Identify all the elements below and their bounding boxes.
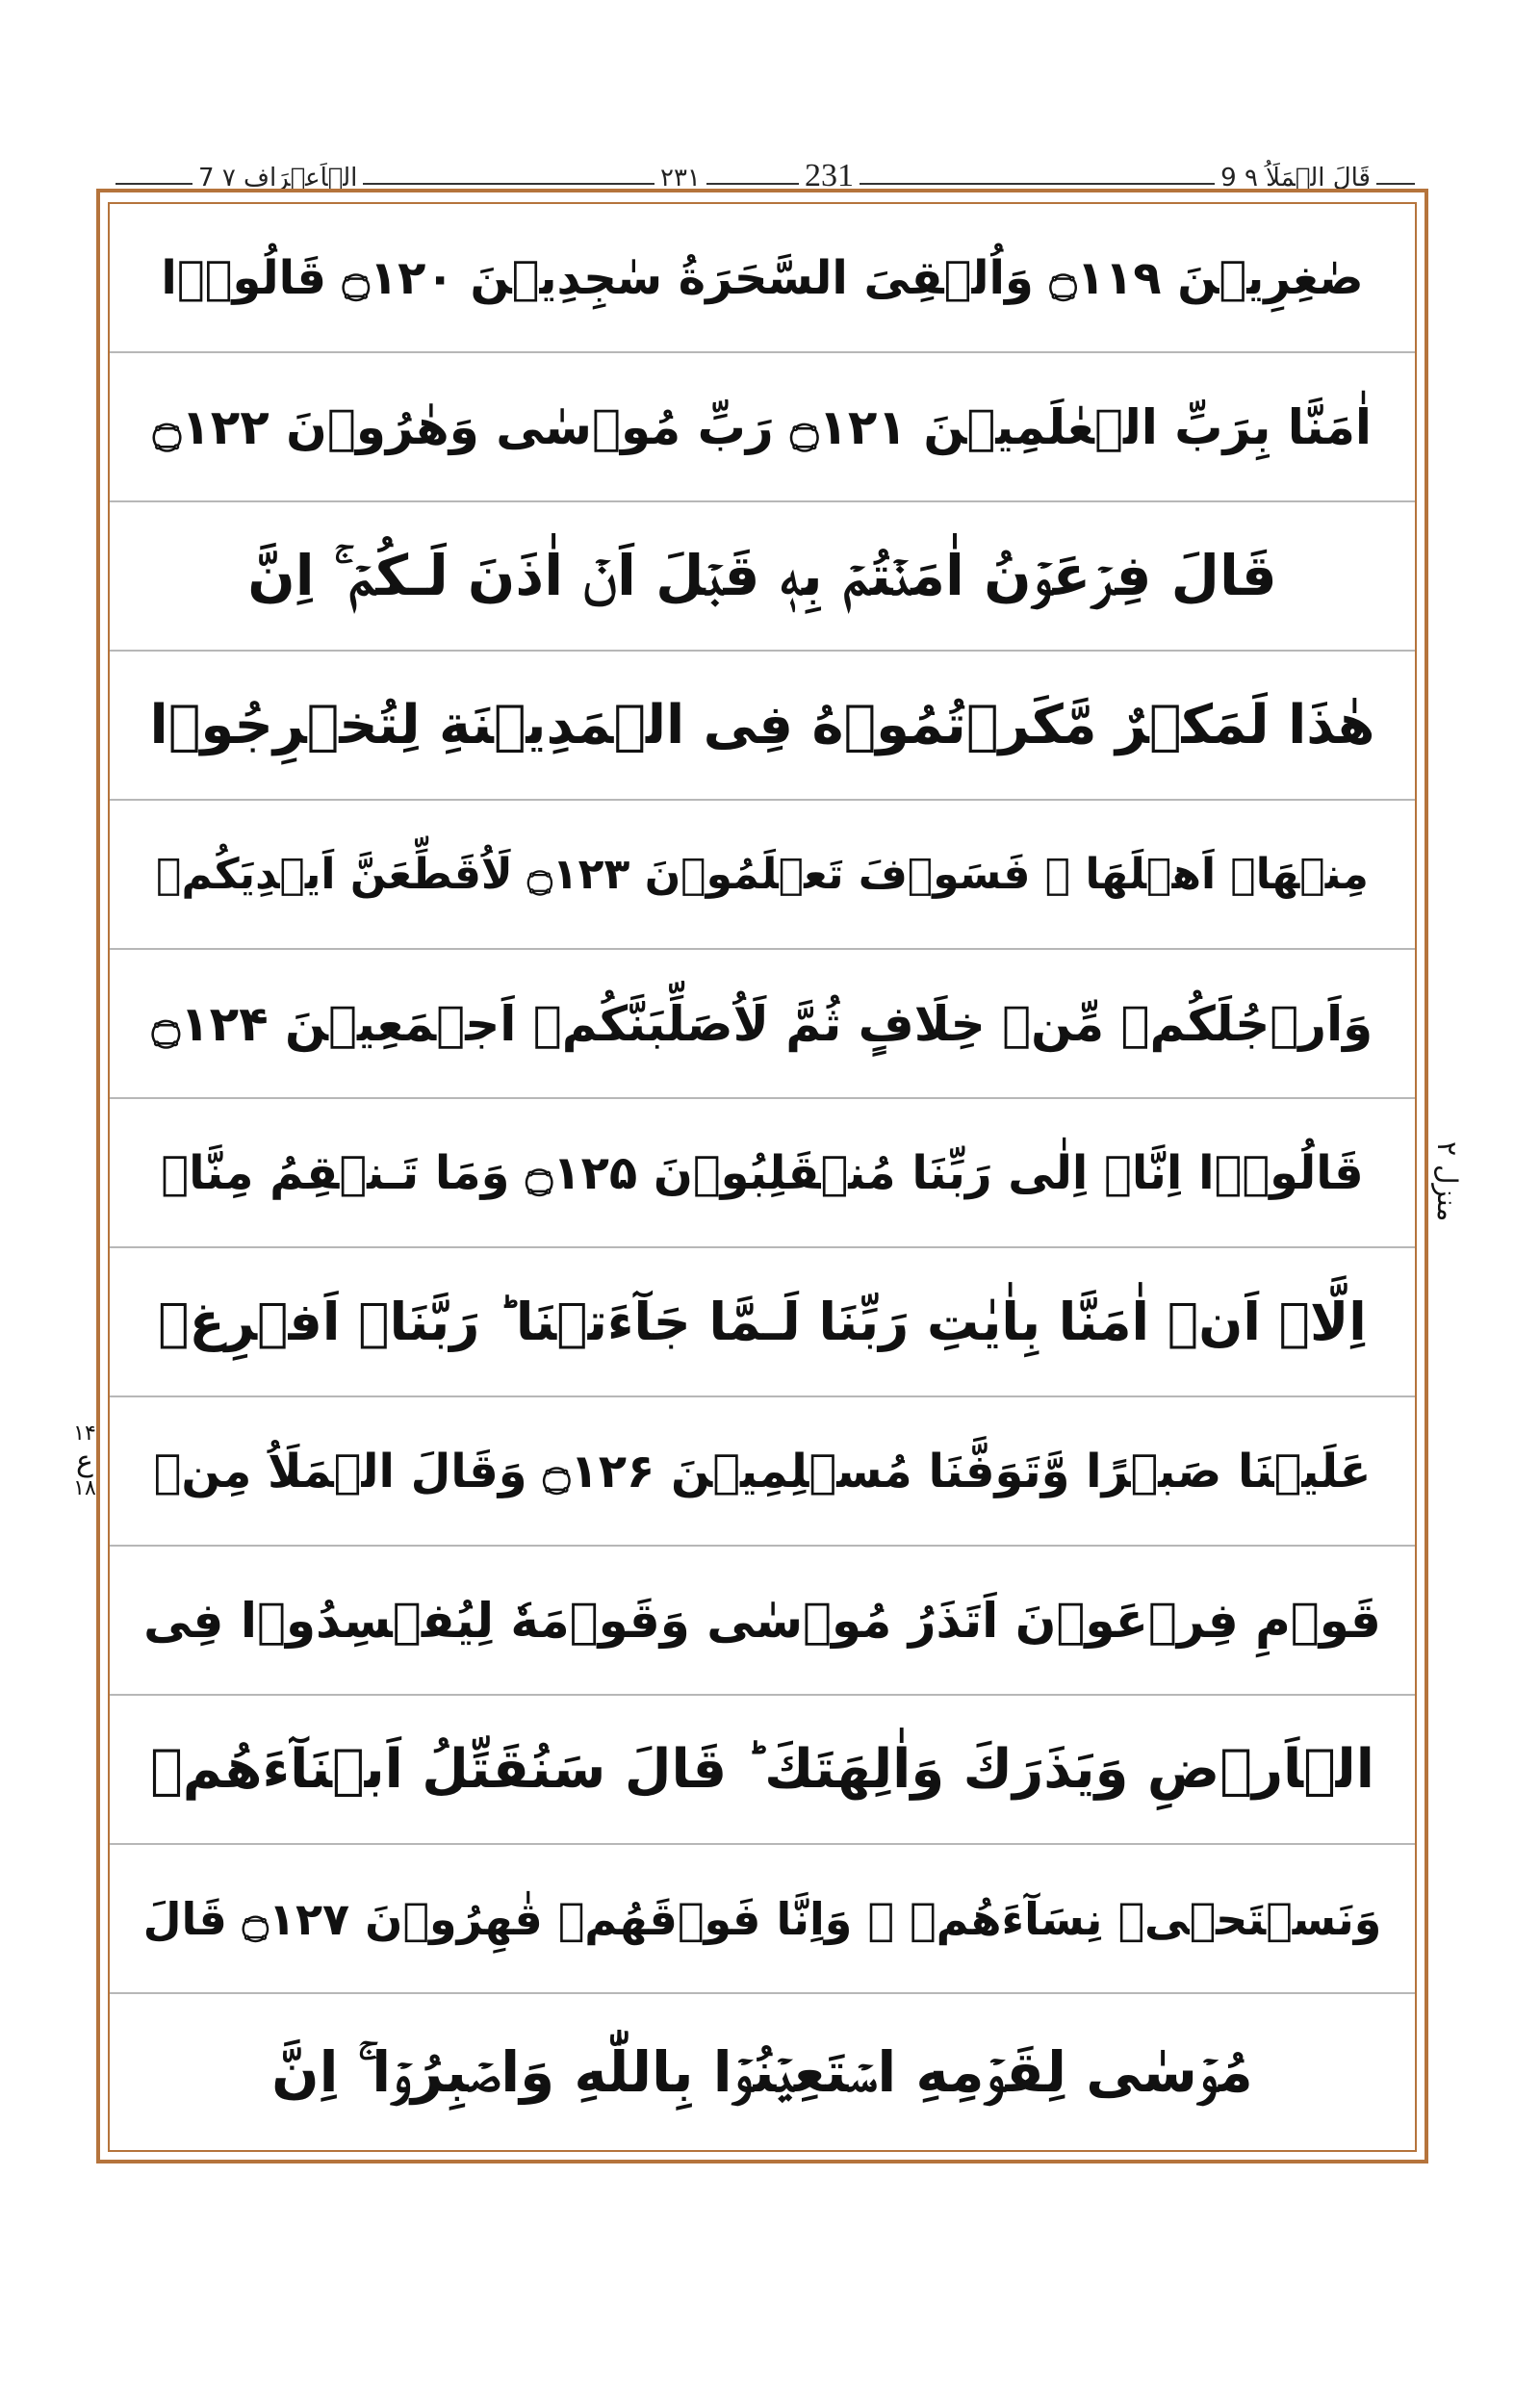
page-number: 231 [799,158,860,194]
line-7 [110,1099,1415,1248]
line-9 [110,1397,1415,1547]
ruku-top: ۱۴ [73,1421,96,1446]
ruku-bottom: ۱۸ [73,1476,96,1501]
line-text: مُوۡسٰى لِقَوۡمِهِ اسۡتَعِيۡنُوۡا بِاللّٰهِ وَاصۡبِرُوۡا​ ۚ اِنَّ [271,2038,1253,2105]
line-text: قَوۡمِ فِرۡعَوۡنَ اَتَذَرُ مُوۡسٰى وَقَوۡمَهٗ لِيُفۡسِدُوۡا فِى [143,1592,1381,1649]
line-10 [110,1547,1415,1696]
line-text: قَالُوۡۤا اِنَّاۤ اِلٰى رَبِّنَا مُنۡقَلِبُوۡنَ​ ۝۱۲۵ وَمَا تَـنۡقِمُ مِنَّاۤ [161,1145,1364,1200]
ayah-lines [110,204,1415,2150]
line-text: وَنَسۡتَحۡىٖ نِسَآءَهُمۡ​ ۚ وَاِنَّا فَوۡقَهُمۡ قٰهِرُوۡنَ ۝۱۲۷ قَالَ [142,1892,1382,1945]
line-13 [110,1994,1415,2150]
line-text: مِنۡهَاۤ اَهۡلَهَا​ ۚ فَسَوۡفَ تَعۡلَمُوۡنَ ۝۱۲۳ لَاُقَطِّعَنَّ اَيۡدِيَكُمۡ [156,850,1369,899]
line-text: وَاَرۡجُلَكُمۡ مِّنۡ خِلَافٍ ثُمَّ لَاُصَلِّبَنَّكُمۡ اَجۡمَعِيۡنَ ۝۱۲۴ [151,995,1373,1052]
manzil-marker: منزل ۲ [1431,1141,1463,1222]
text-frame [108,202,1417,2152]
line-text: قَالَ فِرۡعَوۡنُ اٰمَنۡتُمۡ بِهٖ قَبۡلَ اَنۡ اٰذَنَ لَـكُمۡ​ ۚ اِنَّ [247,543,1277,608]
line-text: الۡاَرۡضِ وَيَذَرَكَ وَاٰلِهَتَكَ​ ؕ قَالَ سَنُقَتِّلُ اَبۡنَآءَهُمۡ [150,1738,1374,1801]
page-number-urdu: ۲۳۱ [654,164,706,192]
line-8 [110,1248,1415,1397]
line-text: عَلَيۡنَا صَبۡرًا وَّتَوَفَّنَا مُسۡلِمِيۡنَ​ ۝۱۲۶ وَقَالَ الۡمَلَاُ مِنۡ [153,1444,1372,1498]
line-5 [110,801,1415,950]
line-text: اٰمَنَّا بِرَبِّ الۡعٰلَمِيۡنَ ۝۱۲۱ رَبِّ مُوۡسٰى وَهٰرُوۡنَ ۝۱۲۲ [152,398,1373,455]
line-text: هٰذَا لَمَكۡرٌ مَّكَرۡتُمُوۡهُ فِى الۡمَدِيۡنَةِ لِتُخۡرِجُوۡا [149,694,1375,756]
line-text: صٰغِرِيۡنَ ۝۱۱۹ وَاُلۡقِىَ السَّحَرَةُ سٰجِدِيۡنَ ۝۱۲۰ قَالُوۡۤا [161,250,1364,305]
juz-name: 9 قَالَ الۡمَلَاُ ۹ [1215,164,1376,192]
line-1 [110,204,1415,353]
line-2 [110,353,1415,502]
surah-name: 7 الۡاَعۡرَاف ۷ [192,164,363,192]
line-3 [110,502,1415,652]
ruku-marker [67,1422,102,1499]
line-11 [110,1696,1415,1845]
line-4 [110,652,1415,801]
line-text: اِلَّاۤ اَنۡ اٰمَنَّا بِاٰيٰتِ رَبِّنَا لَـمَّا جَآءَتۡنَا​ ؕ رَبَّنَاۤ اَفۡرِغۡ [158,1292,1367,1352]
line-12 [110,1845,1415,1994]
ruku-symbol: ع [76,1445,93,1479]
line-6 [110,950,1415,1099]
